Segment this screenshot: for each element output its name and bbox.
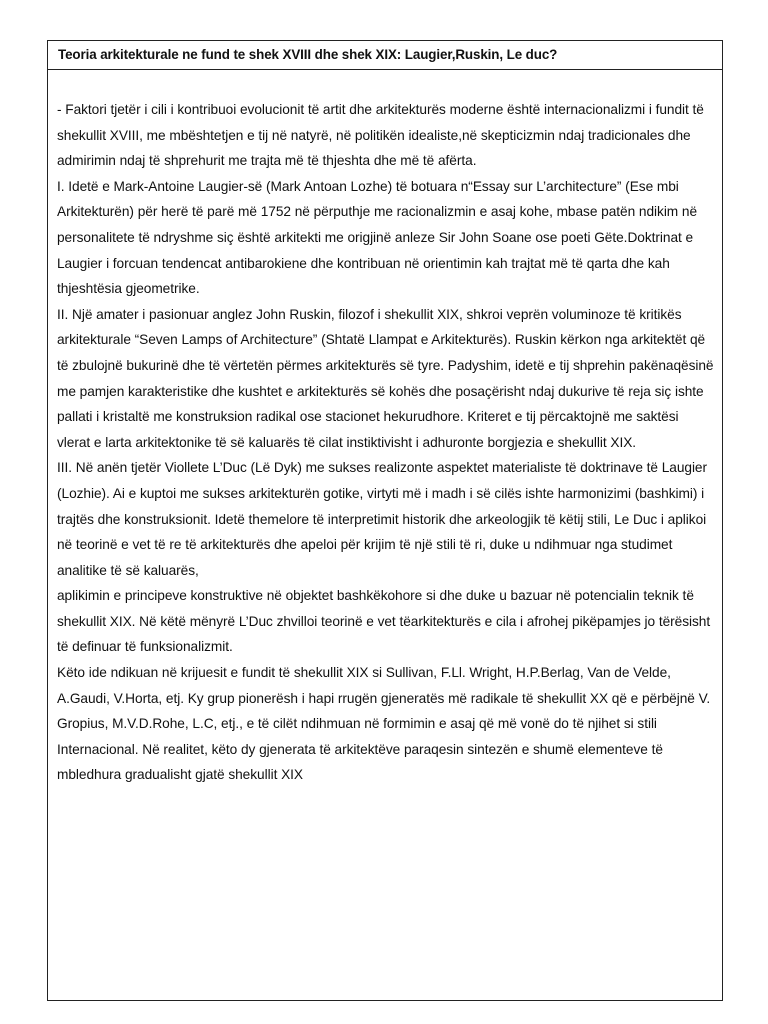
paragraph-le-duc: III. Në anën tjetër Viollete L’Duc (Lë Dyk) me sukses realizonte aspektet materialiste të doktrinave të Laugier (Lozhie). Ai e kuptoi me sukses arkitekturën gotike, virtyti më i madh i së cilës ishte harmonizimi (bashkimi) i trajtës dhe konstruksionit. Idetë themelore të interpretimit historik dhe arkeologjik të këtij stili, Le Duc i aplikoi në teorinë e vet të re të arkitekturës dhe apeloi për krijim të një stili të ri, duke u ndihmuar nga studimet analitike të së kaluarës, — [57, 460, 708, 578]
paragraph-ruskin: II. Një amater i pasionuar anglez John Ruskin, filozof i shekullit XIX, shkroi veprën voluminoze të kritikës arkitekturale “Seven Lamps of Architecture” (Shtatë Llampat e Arkitekturës). Ruskin kërkon nga arkitektët që të zbulojnë bukurinë dhe të vërtetën përmes arkitekturës së tyre. Padyshim, idetë e tij shprehin pakënaqësinë me pamjen karakteristike dhe kushtet e arkitekturës së kohës dhe posaçërisht ndaj dukurive të reja siç ishte pallati i kristaltë me konstruksion radikal ose stacionet hekurudhore. Kriteret e tij përcaktojnë me saktësi vlerat e larta arkitektonike të së kaluarës të cilat instiktivisht i adhuronte borgjezia e shekullit XIX. — [57, 306, 714, 450]
document-frame — [47, 40, 723, 1001]
document-title: Teoria arkitekturale ne fund te shek XVIII dhe shek XIX: Laugier,Ruskin, Le duc? — [48, 41, 722, 70]
paragraph-le-duc-continued: aplikimin e principeve konstruktive në objektet bashkëkohore si dhe duke u bazuar në potencialin teknik të shekullit XIX. Në këtë mënyrë L’Duc zhvilloi teorinë e vet tëarkitekturës e cila i afrohej pikëpamjes jo tërësisht të definuar të funksionalizmit. — [57, 588, 711, 655]
paragraph-laugier: I. Idetë e Mark-Antoine Laugier-së (Mark Antoan Lozhe) të botuara n“Essay sur L’architecture” (Ese mbi Arkitekturën) për herë të parë më 1752 në përputhje me racionalizmin e asaj kohe, mbase patën ndikim në personalitete të ndryshme siç është arkitekti me origjinë anleze Sir John Soane ose poeti Gëte.Doktrinat e Laugier i forcuan tendencat antibarokiene dhe kontribuan në orientimin kah trajtat më të qarta dhe kah thjeshtësia gjeometrike. — [57, 178, 698, 297]
paragraph-intro: - Faktori tjetër i cili i kontribuoi evolucionit të artit dhe arkitekturës moderne është internacionalizmi i fundit të shekullit XVIII, me mbështetjen e tij në natyrë, në politikën idealiste,në skepticizmin ndaj tradicionales dhe admirimin ndaj të shprehurit me trajta më të thjeshta dhe më të afërta. — [57, 102, 704, 169]
document-body — [48, 70, 722, 788]
paragraph-influence: Këto ide ndikuan në krijuesit e fundit të shekullit XIX si Sullivan, F.Ll. Wright, H.P.Berlag, Van de Velde, A.Gaudi, V.Horta, etj. Ky grup pionerësh i hapi rrugën gjeneratës më radikale të shekullit XX që e përbëjnë V. Gropius, M.V.D.Rohe, L.C, etj., e të cilët ndihmuan në formimin e asaj që më vonë do të njihet si stili Internacional. Në realitet, këto dy gjenerata të arkitektëve paraqesin sintezën e shumë elementeve të mbledhura gradualisht gjatë shekullit XIX — [57, 665, 711, 783]
